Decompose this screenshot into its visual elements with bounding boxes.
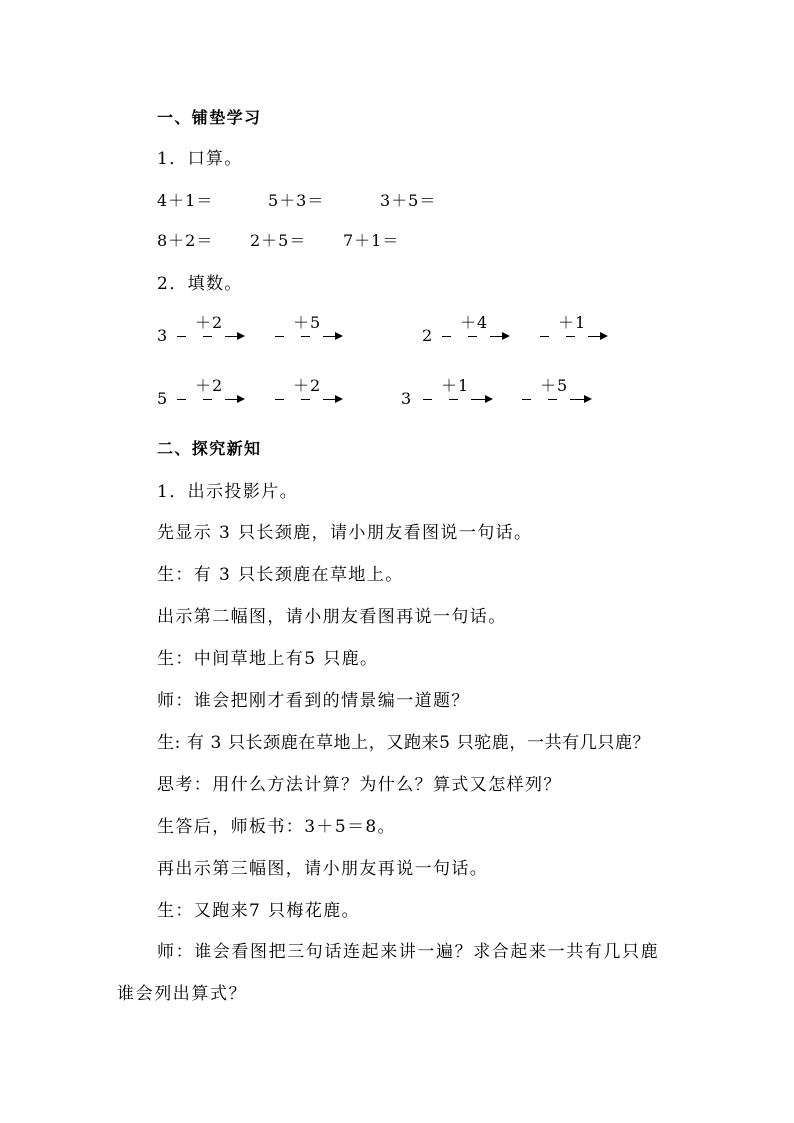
chain-start: 2 [422,326,433,345]
oral-item: 5＋3＝ [268,191,325,210]
chain-op: ＋1 [441,376,470,395]
chain-op: ＋5 [293,313,322,332]
chain-start: 3 [157,326,168,345]
oral-item: 4＋1＝ [157,191,214,210]
text-line: 生：中间草地上有5 只鹿。 [157,649,379,669]
oral-item: 2＋5＝ [250,231,307,250]
chain-op: ＋2 [195,376,224,395]
oral-calc-label: 1．口算。 [157,149,243,169]
section1-title: 一、铺垫学习 [157,108,262,127]
chain-op: ＋4 [460,313,489,332]
text-line: 思考：用什么方法计算？为什么？算式又怎样列？ [157,775,562,795]
text-line: 师：谁会把刚才看到的情景编一道题？ [157,691,470,711]
fill-number-label: 2．填数。 [157,274,243,294]
oral-item: 7＋1＝ [343,231,400,250]
text-line: 生答后，师板书：3＋5＝8。 [157,817,397,837]
chain-start: 3 [401,389,412,408]
text-line: 再出示第三幅图，请小朋友再说一句话。 [157,859,489,879]
oral-item: 3＋5＝ [380,191,437,210]
text-line: 生：有 3 只长颈鹿在草地上。 [157,565,404,585]
chain-op: ＋1 [558,313,587,332]
chain-op: ＋2 [293,376,322,395]
text-line: 生: 有 3 只长颈鹿在草地上，又跑来5 只驼鹿，一共有几只鹿？ [157,733,651,753]
chain-op: ＋2 [195,313,224,332]
oral-item: 8＋2＝ [157,231,214,250]
final-paragraph: 师：谁会看图把三句话连起来讲一遍？求合起来一共有几只鹿谁会列出算式？ [117,942,660,1004]
text-line: 1．出示投影片。 [157,482,299,502]
text-line: 生：又跑来7 只梅花鹿。 [157,901,361,921]
chain-start: 5 [157,389,168,408]
section2-title: 二、探究新知 [157,439,262,458]
text-line: 出示第二幅图，请小朋友看图再说一句话。 [157,607,507,627]
text-line: 先显示 3 只长颈鹿，请小朋友看图说一句话。 [157,523,533,543]
chain-op: ＋5 [540,376,569,395]
